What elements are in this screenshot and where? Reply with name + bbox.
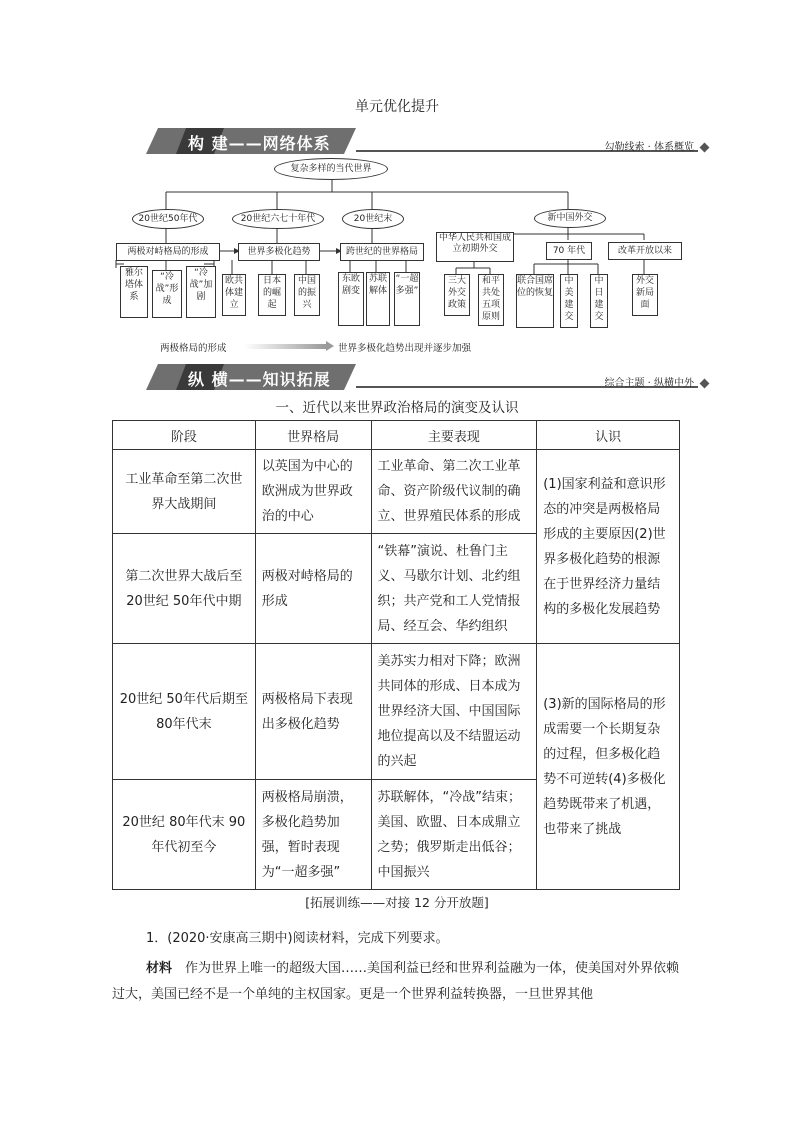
arrow-head-icon [326, 341, 334, 351]
diplomacy-1970s: 70 年代 [546, 242, 592, 260]
banner-heading-sep: —— [228, 370, 263, 389]
cell-pattern: 两极格局下表现出多极化趋势 [255, 644, 371, 780]
stage-multipolar-trend: 世界多极化趋势 [238, 243, 320, 261]
arrow-to-label: 世界多极化趋势出现并逐步加强 [338, 343, 472, 354]
banner-heading-sep: —— [228, 134, 263, 153]
leaf-japan-rise: 日本的崛起 [258, 274, 286, 316]
cell-stage: 20世纪 50年代后期至 80年代末 [113, 644, 256, 780]
banner-subtitle: 综合主题 · 纵横中外 [604, 378, 694, 389]
header-stage: 阶段 [113, 421, 256, 450]
leaf-one-superpower: “一超多强” [394, 272, 420, 326]
leaf-cold-war-formed: “冷战”形成 [152, 270, 182, 318]
cell-show: “铁幕”演说、杜鲁门主义、马歇尔计划、北约组织；共产党和工人党情报局、经互会、华约组织 [371, 534, 537, 644]
branch-new-china-diplomacy: 新中国外交 [534, 209, 606, 228]
leaf-sino-japan-ties: 中日建交 [590, 274, 608, 328]
diamond-icon [700, 379, 710, 389]
leaf-yalta-system: 雅尔塔体系 [120, 266, 148, 318]
leaf-eastern-europe-upheaval: 东欧剧变 [338, 272, 364, 326]
pattern-table [112, 420, 680, 890]
header-pattern: 世界格局 [255, 421, 371, 450]
section-banner-knowledge [146, 364, 708, 390]
stage-bipolar-formation: 两极对峙格局的形成 [116, 243, 220, 261]
material-label: 材料 [146, 961, 173, 976]
diagram-root: 复杂多样的当代世界 [274, 158, 388, 180]
material-paragraph [112, 956, 682, 1008]
table-header-row [113, 421, 680, 450]
banner-heading [188, 367, 331, 390]
material-text: 作为世界上唯一的超级大国……美国利益已经和世界利益融为一体，使美国对外界依赖过大，美国已经不是一个单纯的主权国家。更是一个世界利益转换器，一旦世界其他 [112, 961, 680, 1002]
leaf-new-diplomacy: 外交新局面 [632, 274, 658, 316]
leaf-ec-founded: 欧共体建立 [222, 274, 246, 316]
leaf-sino-us-ties: 中美建交 [560, 274, 578, 328]
section-title: 一、近代以来世界政治格局的演变及认识 [275, 400, 519, 416]
leaf-un-seat: 联合国席位的恢复 [516, 274, 554, 328]
page-title: 单元优化提升 [355, 99, 439, 115]
banner-heading-main: 知识拓展 [262, 370, 331, 389]
cell-stage: 第二次世界大战后至20世纪 50年代中期 [113, 534, 256, 644]
cell-show: 苏联解体，“冷战”结束；美国、欧盟、日本成鼎立之势；俄罗斯走出低谷；中国振兴 [371, 780, 537, 890]
banner-heading-main: 网络体系 [262, 134, 331, 153]
table-row [113, 644, 680, 780]
diplomacy-early-prc: 中华人民共和国成立初期外交 [436, 232, 514, 262]
leaf-cold-war-intensified: “冷战”加剧 [186, 266, 216, 318]
branch-late-20c: 20世纪末 [342, 209, 404, 229]
gradient-arrow-icon [244, 344, 326, 349]
leaf-ussr-collapse: 苏联解体 [366, 272, 390, 326]
branch-1950s: 20世纪50年代 [132, 209, 204, 229]
training-title: [拓展训练——对接 12 分开放题] [305, 895, 489, 910]
cell-stage: 20世纪 80年代末 90年代初至今 [113, 780, 256, 890]
header-show: 主要表现 [371, 421, 537, 450]
banner-subtitle: 勾勒线索 · 体系概览 [604, 142, 694, 153]
cell-pattern: 以英国为中心的欧洲成为世界政治的中心 [255, 450, 371, 534]
branch-1960s-70s: 20世纪六七十年代 [232, 209, 324, 229]
table-row [113, 450, 680, 534]
leaf-five-principles: 和平共处五项原则 [478, 274, 504, 326]
banner-heading-left: 构 建 [188, 134, 229, 153]
trend-arrow-bar [160, 340, 600, 352]
question-intro: 1．(2020·安康高三期中)阅读材料，完成下列要求。 [146, 931, 449, 946]
cell-show: 工业革命、第二次工业革命、资产阶级代议制的确立、世界殖民体系的形成 [371, 450, 537, 534]
cell-view-top: (1)国家利益和意识形态的冲突是两极格局形成的主要原因(2)世界多极化趋势的根源在于世界经济力量结构的多极化发展趋势 [537, 450, 680, 644]
leaf-china-rise: 中国的振兴 [294, 274, 320, 316]
stage-cross-century: 跨世纪的世界格局 [340, 243, 424, 261]
cell-view-bottom: (3)新的国际格局的形成需要一个长期复杂的过程，但多极化趋势不可逆转(4)多极化趋势既带来了机遇，也带来了挑战 [537, 644, 680, 890]
cell-pattern: 两极对峙格局的形成 [255, 534, 371, 644]
cell-show: 美苏实力相对下降；欧洲共同体的形成、日本成为世界经济大国、中国国际地位提高以及不结盟运动的兴起 [371, 644, 537, 780]
banner-heading-left: 纵 横 [188, 370, 229, 389]
header-view: 认识 [537, 421, 680, 450]
leaf-three-policies: 三大外交政策 [444, 274, 470, 316]
arrow-from-label: 两极格局的形成 [160, 343, 227, 354]
cell-stage: 工业革命至第二次世界大战期间 [113, 450, 256, 534]
diplomacy-reform-era: 改革开放以来 [608, 242, 682, 260]
cell-pattern: 两极格局崩溃，多极化趋势加强，暂时表现为“一超多强” [255, 780, 371, 890]
